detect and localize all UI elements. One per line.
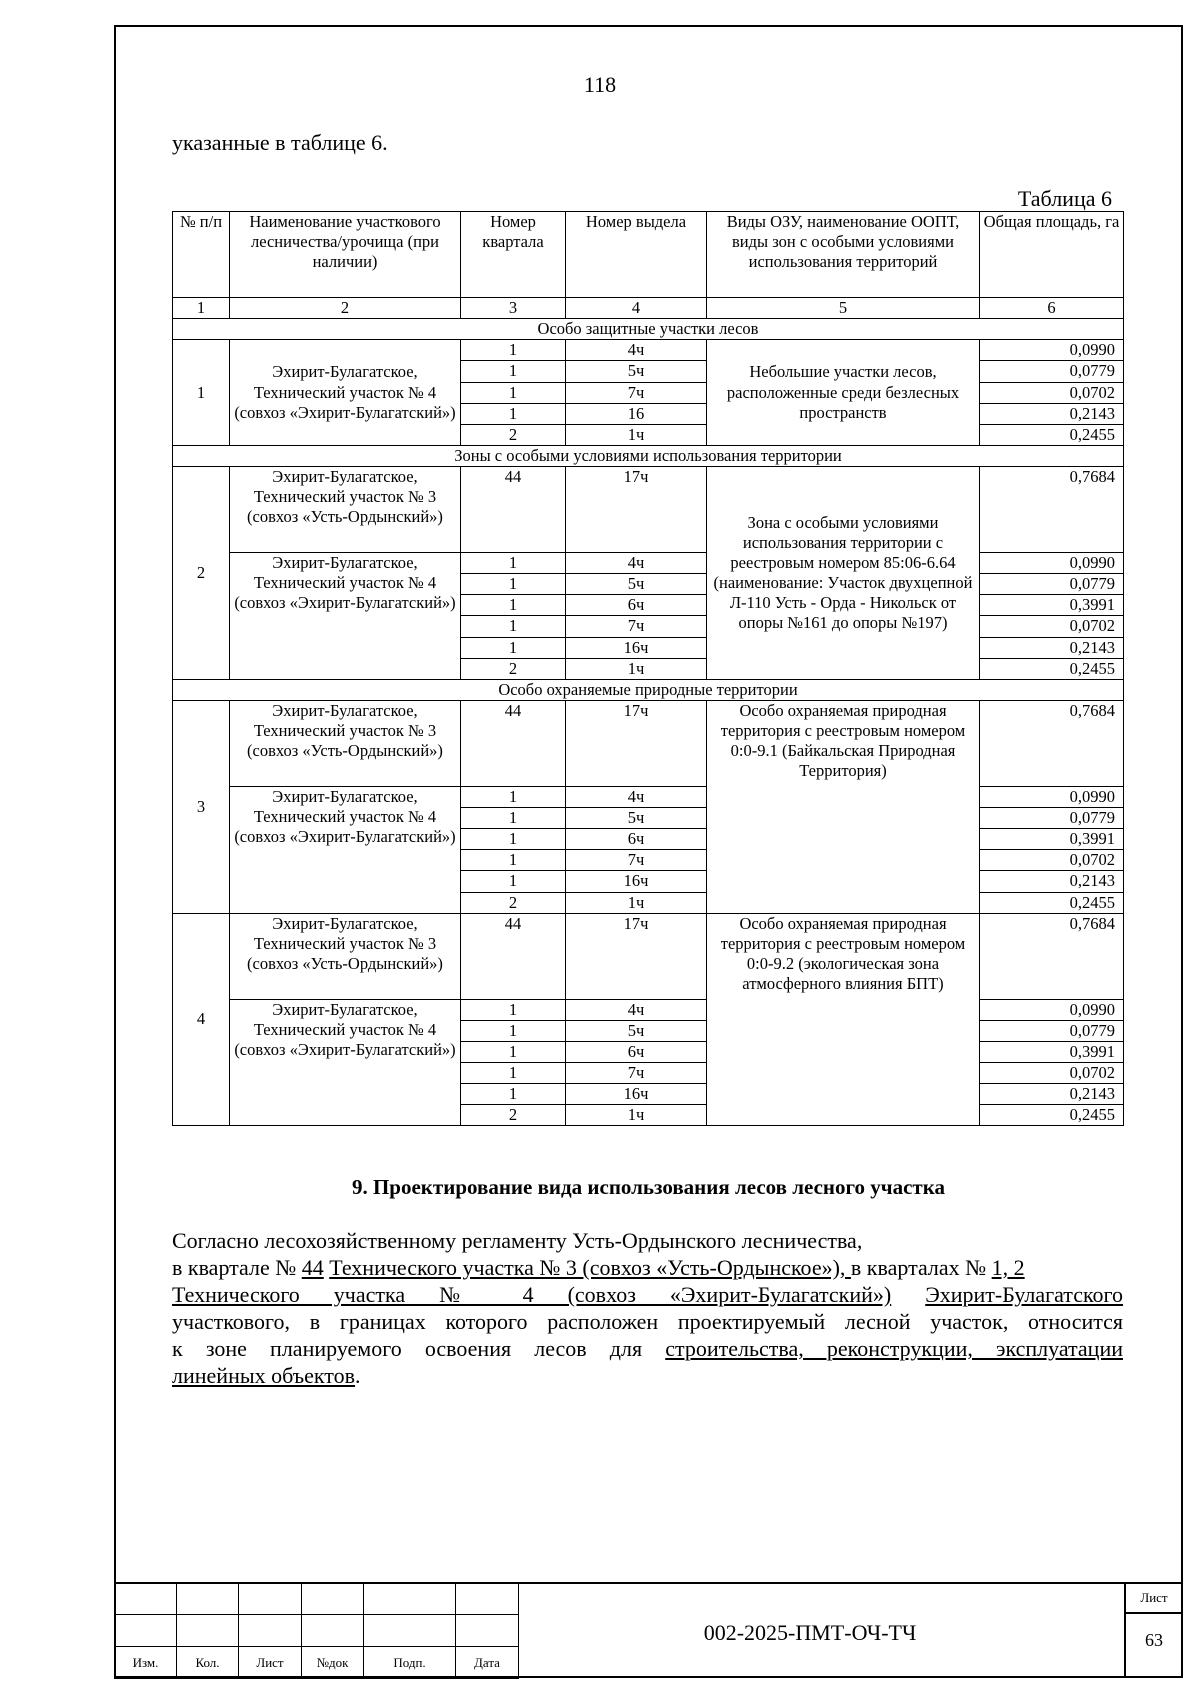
- document-code: 002-2025-ПМТ-ОЧ-ТЧ: [703, 1620, 917, 1645]
- para-line: [172, 1254, 1123, 1281]
- area-cell: 0,0702: [980, 382, 1124, 403]
- plot-cell: 7ч: [566, 1063, 707, 1084]
- area-cell: 0,2143: [980, 1084, 1124, 1105]
- column-number: 2: [230, 298, 461, 319]
- area-cell: 0,3991: [980, 595, 1124, 616]
- header-cell: Номер выдела: [566, 212, 707, 298]
- plot-cell: 4ч: [566, 553, 707, 574]
- area-cell: 0,0779: [980, 1020, 1124, 1041]
- para-line: [172, 1362, 1123, 1389]
- plot-cell: 17ч: [566, 467, 707, 553]
- area-cell: 0,0990: [980, 553, 1124, 574]
- area-cell: 0,0990: [980, 340, 1124, 361]
- quarter-cell: 1: [461, 553, 566, 574]
- quarter-cell: 1: [461, 808, 566, 829]
- stamp-label: Подп.: [364, 1647, 456, 1679]
- column-number: 3: [461, 298, 566, 319]
- header-cell: Виды ОЗУ, наименование ООПТ, виды зон с особыми условиями использования территорий: [707, 212, 980, 298]
- quarter-cell: 1: [461, 999, 566, 1020]
- plot-cell: 4ч: [566, 340, 707, 361]
- plot-cell: 1ч: [566, 892, 707, 913]
- quarter-cell: 1: [461, 850, 566, 871]
- quarter-cell: 2: [461, 658, 566, 679]
- stamp-label: №док: [302, 1647, 364, 1679]
- column-number: 1: [173, 298, 230, 319]
- table-row: [173, 700, 1124, 786]
- quarter-cell: 44: [461, 700, 566, 786]
- text-run: к зоне планируемого освоения лесов для: [172, 1336, 666, 1361]
- forestry-name: Эхирит-Булагатское, Технический участок № 4 (совхоз «Эхирит-Булагатский»): [230, 999, 461, 1126]
- quarter-cell: 1: [461, 1041, 566, 1062]
- header-cell: Наименование участкового лесничества/урочища (при наличии): [230, 212, 461, 298]
- stamp-label: Дата: [456, 1647, 519, 1679]
- plot-cell: 1ч: [566, 1105, 707, 1126]
- forestry-name: Эхирит-Булагатское, Технический участок № 3 (совхоз «Усть-Ордынский»): [230, 913, 461, 999]
- signature-grid: [114, 1582, 519, 1679]
- stamp-label: Изм.: [115, 1647, 177, 1679]
- plot-cell: 7ч: [566, 850, 707, 871]
- sheet-label: Лист: [1140, 1590, 1168, 1605]
- plot-cell: 6ч: [566, 1041, 707, 1062]
- plot-cell: 16ч: [566, 637, 707, 658]
- grid-cell: [302, 1583, 364, 1615]
- section-title: Особо охраняемые природные территории: [173, 679, 1124, 700]
- quarter-cell: 1: [461, 361, 566, 382]
- header-cell: № п/п: [173, 212, 230, 298]
- sheet-divider: [1124, 1612, 1183, 1614]
- underlined-run: Технического участка № 3 (совхоз «Усть-Ордынское»),: [329, 1255, 851, 1280]
- section-title: Особо защитные участки лесов: [173, 319, 1124, 340]
- quarter-cell: 44: [461, 467, 566, 553]
- area-cell: 0,0779: [980, 361, 1124, 382]
- area-cell: 0,0702: [980, 850, 1124, 871]
- section-heading: 9. Проектирование вида использования лесов лесного участка: [351, 1175, 946, 1199]
- quarter-cell: 1: [461, 595, 566, 616]
- zone-type: Особо охраняемая природная территория с реестровым номером 0:0-9.2 (экологическая зона атмосферного влияния БПТ): [707, 913, 980, 1126]
- section-title: Зоны с особыми условиями использования территории: [173, 445, 1124, 466]
- plot-cell: 5ч: [566, 574, 707, 595]
- para-line: [172, 1281, 1123, 1308]
- row-number: 2: [173, 467, 230, 680]
- area-cell: 0,7684: [980, 467, 1124, 553]
- grid-cell: [115, 1583, 177, 1615]
- forestry-name: Эхирит-Булагатское, Технический участок № 3 (совхоз «Усть-Ордынский»): [230, 467, 461, 553]
- plot-cell: 7ч: [566, 382, 707, 403]
- zone-type: Зона с особыми условиями использования территории с реестровым номером 85:06-6.64 (наименование: Участок двухцепной Л-110 Усть - Орда - Никольск от опоры №161 до опоры №197): [707, 467, 980, 680]
- plot-cell: 16ч: [566, 871, 707, 892]
- plot-cell: 1ч: [566, 658, 707, 679]
- text-run: в квартале №: [172, 1255, 302, 1280]
- table-row: [173, 340, 1124, 361]
- quarter-cell: 1: [461, 1063, 566, 1084]
- area-cell: 0,7684: [980, 700, 1124, 786]
- para-line: [172, 1335, 1123, 1362]
- area-cell: 0,2143: [980, 637, 1124, 658]
- plot-cell: 6ч: [566, 829, 707, 850]
- sheet-number: 63: [1145, 1630, 1163, 1650]
- area-cell: 0,0702: [980, 1063, 1124, 1084]
- text-run: .: [355, 1363, 361, 1388]
- column-number-row: [173, 298, 1124, 319]
- grid-cell: [177, 1615, 239, 1647]
- quarter-cell: 1: [461, 340, 566, 361]
- quarter-cell: 1: [461, 403, 566, 424]
- plot-cell: 17ч: [566, 700, 707, 786]
- forestry-name: Эхирит-Булагатское, Технический участок № 3 (совхоз «Усть-Ордынский»): [230, 700, 461, 786]
- area-cell: 0,2455: [980, 1105, 1124, 1126]
- body-paragraph: [172, 1227, 1123, 1389]
- table-caption: Таблица 6: [1017, 186, 1112, 211]
- text-run: в кварталах №: [850, 1255, 992, 1280]
- row-number: 1: [173, 340, 230, 446]
- area-cell: 0,0779: [980, 574, 1124, 595]
- plot-cell: 6ч: [566, 595, 707, 616]
- area-cell: 0,0779: [980, 808, 1124, 829]
- area-cell: 0,2455: [980, 658, 1124, 679]
- table-row: [173, 913, 1124, 999]
- grid-cell: [364, 1615, 456, 1647]
- zone-type: Особо охраняемая природная территория с реестровым номером 0:0-9.1 (Байкальская Природная Территория): [707, 700, 980, 913]
- area-cell: 0,2455: [980, 424, 1124, 445]
- stamp-label: Лист: [239, 1647, 302, 1679]
- underlined-run: 1, 2: [991, 1255, 1025, 1280]
- underlined-run: линейных объектов: [172, 1363, 356, 1388]
- area-cell: 0,0990: [980, 786, 1124, 807]
- quarter-cell: 2: [461, 424, 566, 445]
- underlined-run: строительства, реконструкции, эксплуатации: [665, 1336, 1123, 1361]
- quarter-cell: 44: [461, 913, 566, 999]
- column-number: 5: [707, 298, 980, 319]
- data-table: [172, 211, 1124, 1126]
- area-cell: 0,3991: [980, 829, 1124, 850]
- para-line: участкового, в границах которого расположен проектируемый лесной участок, относится: [172, 1309, 1123, 1334]
- row-number: 4: [173, 913, 230, 1126]
- section-row: [173, 679, 1124, 700]
- section-row: [173, 319, 1124, 340]
- area-cell: 0,2143: [980, 403, 1124, 424]
- table-row: [173, 786, 1124, 807]
- area-cell: 0,2455: [980, 892, 1124, 913]
- stamp-label: Кол.: [177, 1647, 239, 1679]
- quarter-cell: 1: [461, 1020, 566, 1041]
- zone-type: Небольшие участки лесов, расположенные среди безлесных пространств: [707, 340, 980, 446]
- header-row: [173, 212, 1124, 298]
- area-cell: 0,3991: [980, 1041, 1124, 1062]
- text-run: [891, 1282, 925, 1307]
- area-cell: 0,7684: [980, 913, 1124, 999]
- column-number: 4: [566, 298, 707, 319]
- plot-cell: 5ч: [566, 808, 707, 829]
- table-row: [173, 467, 1124, 553]
- plot-cell: 16: [566, 403, 707, 424]
- quarter-cell: 1: [461, 829, 566, 850]
- quarter-cell: 1: [461, 1084, 566, 1105]
- forestry-name: Эхирит-Булагатское, Технический участок № 4 (совхоз «Эхирит-Булагатский»): [230, 786, 461, 913]
- forestry-name: Эхирит-Булагатское, Технический участок № 4 (совхоз «Эхирит-Булагатский»): [230, 340, 461, 446]
- plot-cell: 7ч: [566, 616, 707, 637]
- section-row: [173, 445, 1124, 466]
- underlined-run: Технического участка № 4 (совхоз «Эхирит-Булагатский»): [172, 1282, 892, 1307]
- grid-cell: [177, 1583, 239, 1615]
- area-cell: 0,0990: [980, 999, 1124, 1020]
- grid-cell: [239, 1615, 302, 1647]
- intro-text: указанные в таблице 6.: [172, 130, 388, 155]
- plot-cell: 1ч: [566, 424, 707, 445]
- quarter-cell: 1: [461, 574, 566, 595]
- header-cell: Общая площадь, га: [980, 212, 1124, 298]
- sheet-divider: [1124, 1582, 1126, 1678]
- quarter-cell: 2: [461, 892, 566, 913]
- grid-cell: [364, 1583, 456, 1615]
- area-cell: 0,0702: [980, 616, 1124, 637]
- para-line: Согласно лесохозяйственному регламенту Усть-Ордынского лесничества,: [172, 1228, 863, 1253]
- grid-cell: [302, 1615, 364, 1647]
- plot-cell: 4ч: [566, 999, 707, 1020]
- plot-cell: 16ч: [566, 1084, 707, 1105]
- area-cell: 0,2143: [980, 871, 1124, 892]
- header-cell: Номер квартала: [461, 212, 566, 298]
- table-row: [173, 553, 1124, 574]
- quarter-cell: 1: [461, 871, 566, 892]
- quarter-cell: 2: [461, 1105, 566, 1126]
- quarter-cell: 1: [461, 382, 566, 403]
- underlined-run: 44: [301, 1255, 324, 1280]
- grid-cell: [115, 1615, 177, 1647]
- grid-cell: [239, 1583, 302, 1615]
- underlined-run: Эхирит-Булагатского: [925, 1282, 1124, 1307]
- table-row: [173, 999, 1124, 1020]
- quarter-cell: 1: [461, 786, 566, 807]
- grid-cell: [456, 1583, 519, 1615]
- page-number: 118: [583, 72, 617, 97]
- plot-cell: 17ч: [566, 913, 707, 999]
- plot-cell: 5ч: [566, 1020, 707, 1041]
- quarter-cell: 1: [461, 616, 566, 637]
- plot-cell: 5ч: [566, 361, 707, 382]
- forestry-name: Эхирит-Булагатское, Технический участок № 4 (совхоз «Эхирит-Булагатский»): [230, 553, 461, 680]
- quarter-cell: 1: [461, 637, 566, 658]
- row-number: 3: [173, 700, 230, 913]
- plot-cell: 4ч: [566, 786, 707, 807]
- column-number: 6: [980, 298, 1124, 319]
